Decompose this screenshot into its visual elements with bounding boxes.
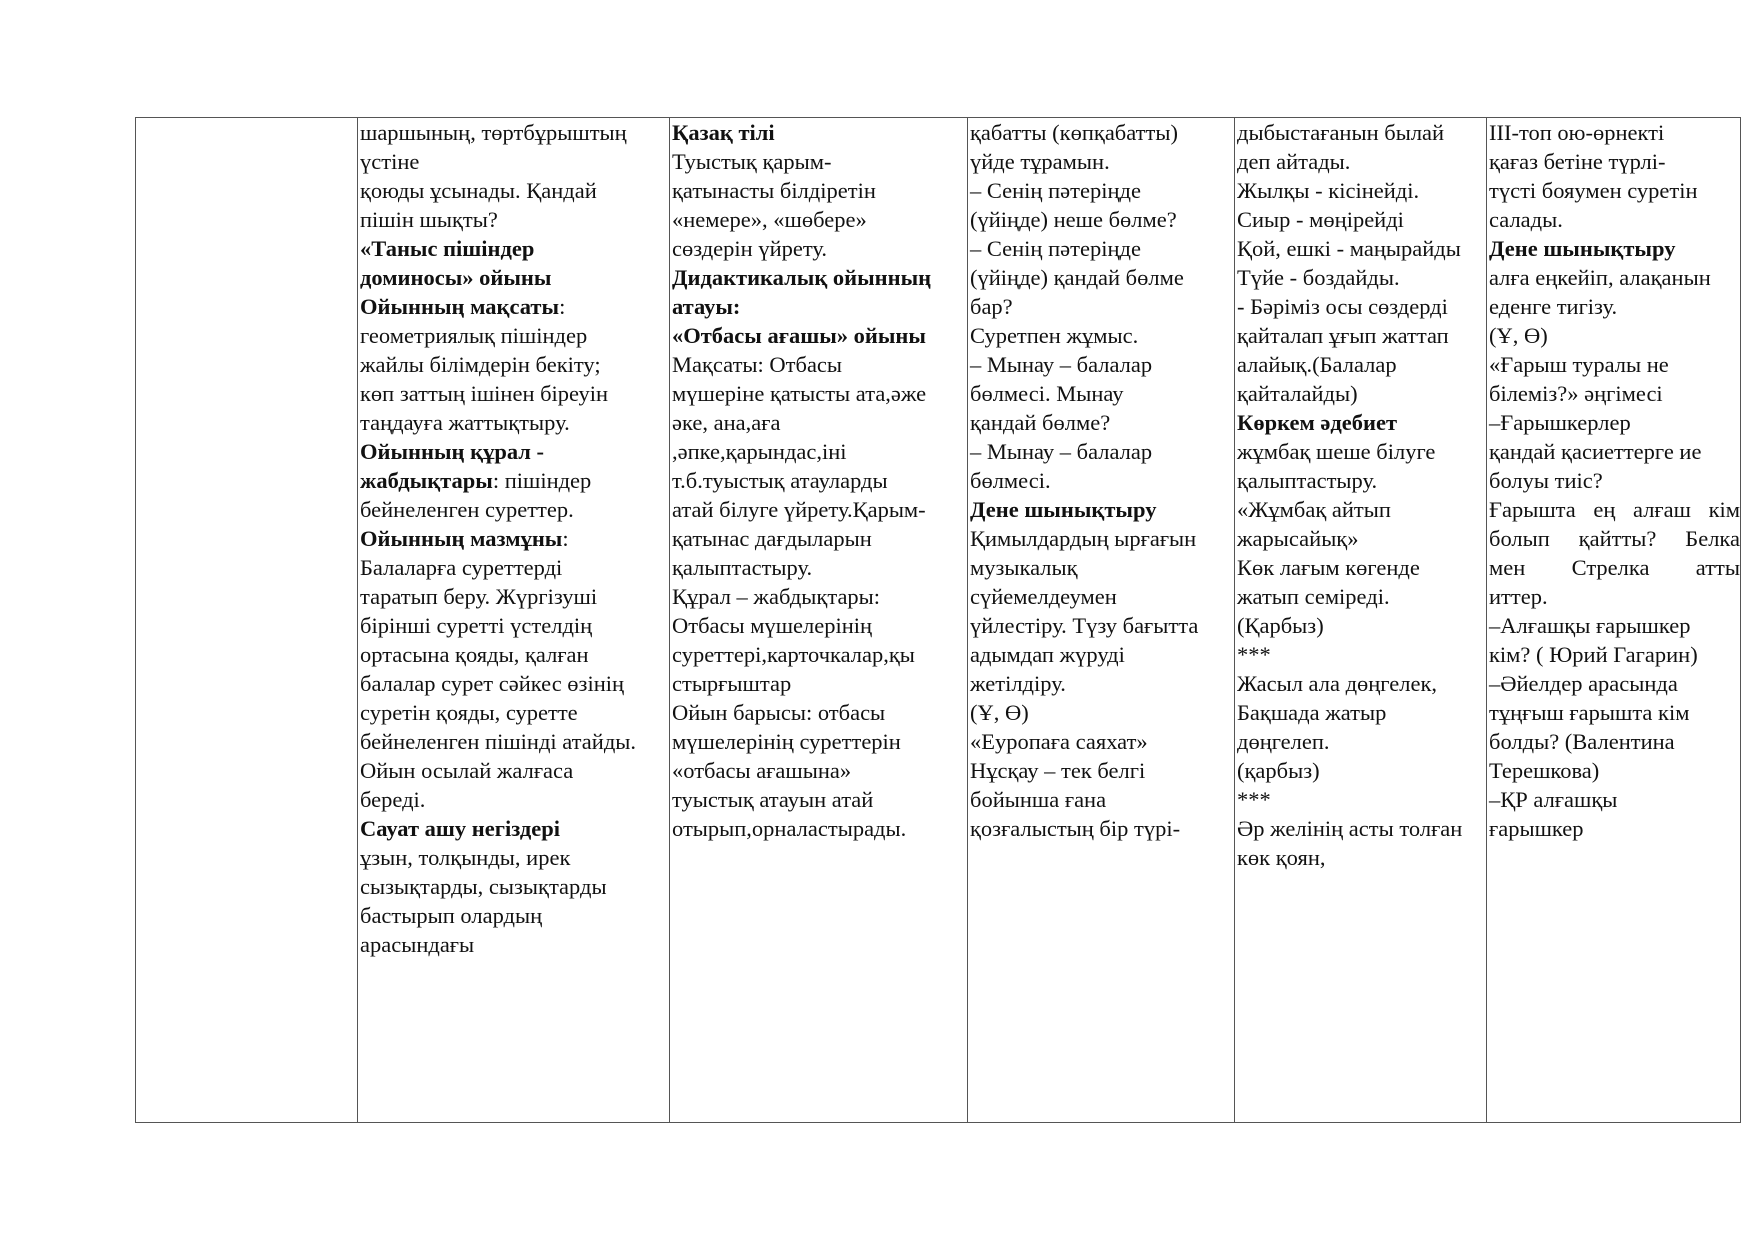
text: үйлестіру. Түзу бағытта [970,613,1199,638]
text: Терешкова) [1489,758,1600,783]
text-line [970,466,1234,495]
text-line [970,611,1234,640]
text: жатып семіреді. [1237,584,1390,609]
text: (Ұ, Ө) [1489,323,1548,348]
text: бөлмесі. Мынау [970,381,1124,406]
text-line [1237,640,1486,669]
bold-text: Ойынның мазмұны [360,526,563,551]
table-cell-animal-sounds [1235,118,1487,1123]
text: Ғарышта ең алғаш кім [1489,497,1740,522]
text: туыстық атауын атай [672,787,874,812]
text-line [970,669,1234,698]
text: үстіне [360,149,420,174]
text: салады. [1489,207,1563,232]
text: Бақшада жатыр [1237,700,1387,725]
table-cell-math-games [358,118,670,1123]
text-line [1237,524,1486,553]
text-line [970,263,1234,292]
table-cell-home-rooms [968,118,1235,1123]
text-line [360,176,669,205]
text-line [672,176,967,205]
text-line [1237,147,1486,176]
text-line [360,640,669,669]
text-line [360,756,669,785]
text: ,әпке,қарындас,іні [672,439,847,464]
text: бойынша ғана [970,787,1107,812]
text-line [970,553,1234,582]
text-line [970,118,1234,147]
text: көп заттың ішінен біреуін [360,381,609,406]
text-line [1489,785,1740,814]
text: «Жұмбақ айтып [1237,497,1391,522]
text: қатынасты білдіретін [672,178,876,203]
text: Қой, ешкі - маңырайды [1237,236,1461,261]
text: бөлмесі. [970,468,1051,493]
text-line [970,176,1234,205]
text-line [970,785,1234,814]
text-line [1489,234,1740,263]
text-line [360,437,669,466]
text-line [1489,263,1740,292]
text: Ойын барысы: отбасы [672,700,886,725]
text-line [360,553,669,582]
text: көк қоян, [1237,845,1326,870]
text: береді. [360,787,426,812]
text: алға еңкейіп, алақанын [1489,265,1711,290]
text-line [1237,611,1486,640]
text-line [970,756,1234,785]
text-line [360,466,669,495]
text-line [672,263,967,292]
text: сызықтарды, сызықтарды [360,874,607,899]
text-line [1489,350,1740,379]
text-line [1237,437,1486,466]
text-line [1237,321,1486,350]
text-line [672,118,967,147]
text: тұңғыш ғарышта кім [1489,700,1690,725]
text: –ҚР алғашқы [1489,787,1618,812]
text: балалар сурет сәйкес өзінің [360,671,625,696]
text-line [1237,727,1486,756]
table-cell-empty [136,118,358,1123]
text: – Сенің пәтеріңде [970,178,1141,203]
text-line [970,495,1234,524]
text-line [1237,495,1486,524]
text: бар? [970,294,1013,319]
text-line [672,437,967,466]
text-line [360,727,669,756]
text: түсті бояумен суретін [1489,178,1698,203]
text-line [1489,292,1740,321]
text-line [1489,495,1740,524]
text-line [360,611,669,640]
text: арасындағы [360,932,475,957]
text: алайық.(Балалар [1237,352,1397,377]
text: : [559,294,566,319]
text: қоюды ұсынады. Қандай [360,178,597,203]
text: Жылқы - кісінейді. [1237,178,1420,203]
text-line [360,814,669,843]
text: суретін қояды, суретте [360,700,578,725]
text-line [1489,524,1740,553]
bold-text: Ойынның құрал - [360,439,545,464]
text: мен Стрелка атты [1489,555,1740,580]
text-line [970,524,1234,553]
text-line [970,292,1234,321]
text: Жасыл ала дөңгелек, [1237,671,1437,696]
text: атай білуге үйрету.Қарым- [672,497,926,522]
text: - Бәріміз осы сөздерді [1237,294,1448,319]
text-line [360,408,669,437]
text-line [1237,698,1486,727]
text-line [970,379,1234,408]
text-line [970,640,1234,669]
text: сөздерін үйрету. [672,236,828,261]
text: ортасына қояды, қалған [360,642,589,667]
text: Нұсқау – тек белгі [970,758,1146,783]
text: Ойын осылай жалғаса [360,758,574,783]
text-line [1489,408,1740,437]
text-line [360,901,669,930]
bold-text: «Отбасы ағашы» ойыны [672,323,926,348]
text: Түйе - боздайды. [1237,265,1400,290]
text-line [970,350,1234,379]
text-line [360,495,669,524]
text-line [672,495,967,524]
text: геометриялық пішіндер [360,323,588,348]
text: т.б.туыстық атауларды [672,468,888,493]
text: таңдауға жаттықтыру. [360,410,570,435]
text-line [360,118,669,147]
text: ұзын, толқынды, ирек [360,845,571,870]
text-line [1237,263,1486,292]
text-line [1237,292,1486,321]
bold-text: Дене шынықтыру [970,497,1157,522]
text-line [672,756,967,785]
text-line [672,727,967,756]
text: білеміз?» әңгімесі [1489,381,1663,406]
lesson-plan-table [135,117,1741,1123]
text-line [1237,756,1486,785]
text: Құрал – жабдықтары: [672,584,881,609]
text-line [672,640,967,669]
text-line [1489,756,1740,785]
text: «немере», «шөбере» [672,207,867,232]
text-line [1489,698,1740,727]
text-line [1237,176,1486,205]
text: дөңгелеп. [1237,729,1330,754]
text: қабатты (көпқабатты) [970,120,1178,145]
text-line [970,147,1234,176]
text-line [360,669,669,698]
text-line [360,785,669,814]
text: иттер. [1489,584,1548,609]
text-line [360,263,669,292]
text-line [672,350,967,379]
text: Отбасы мүшелерінің [672,613,873,638]
text-line [970,205,1234,234]
text: : [562,526,569,551]
text: Әр желінің асты толған [1237,816,1463,841]
text-line [970,727,1234,756]
text: жұмбақ шеше білуге [1237,439,1436,464]
text-line [970,698,1234,727]
bold-text: Қазақ тілі [672,120,775,145]
text-line [970,321,1234,350]
bold-text: «Таныс пішіндер [360,236,535,261]
text-line [672,524,967,553]
bold-text: Ойынның мақсаты [360,294,560,319]
text: деп айтады. [1237,149,1351,174]
text: қайталайды) [1237,381,1358,406]
text: кім? ( Юрий Гагарин) [1489,642,1698,667]
text: бастырып олардың [360,903,543,928]
text: «Ғарыш туралы не [1489,352,1669,377]
text-line [360,321,669,350]
text-line [672,669,967,698]
text-line [360,872,669,901]
text-line [672,379,967,408]
text: пішін шықты? [360,207,498,232]
text: Туыстық қарым- [672,149,832,174]
text: – Мынау – балалар [970,439,1153,464]
text: мүшеріне қатысты ата,әже [672,381,927,406]
text: (Ұ, Ө) [970,700,1029,725]
text: Мақсаты: Отбасы [672,352,843,377]
text: қандай қасиеттерге ие [1489,439,1702,464]
text-line [1489,553,1740,582]
text: қалыптастыру. [1237,468,1378,493]
text: адымдап жүруді [970,642,1125,667]
text-line [1237,379,1486,408]
text-line [1237,814,1486,843]
bold-text: атауы: [672,294,741,319]
text: отырып,орналастырады. [672,816,907,841]
bold-text: жабдықтары [360,468,493,493]
text-line [1489,669,1740,698]
text: қозғалыстың бір түрі- [970,816,1181,841]
bold-text: Дене шынықтыру [1489,236,1676,261]
text-line [1489,118,1740,147]
text-line [970,234,1234,263]
text-line [672,582,967,611]
text-line [360,582,669,611]
text: –Ғарышкерлер [1489,410,1631,435]
text: (үйіңде) қандай бөлме [970,265,1184,290]
text-line [672,611,967,640]
text: шаршының, төртбұрыштың [360,120,627,145]
text-line [1489,814,1740,843]
text: сүйемелдеумен [970,584,1117,609]
text: еденге тигізу. [1489,294,1618,319]
text: жетілдіру. [970,671,1066,696]
text: –Алғашқы ғарышкер [1489,613,1691,638]
text: қалыптастыру. [672,555,813,580]
text-line [672,553,967,582]
text: – Сенің пәтеріңде [970,236,1141,261]
text: жарысайық» [1237,526,1359,551]
text: (Қарбыз) [1237,613,1324,638]
text-line [1237,205,1486,234]
text-line [1489,379,1740,408]
text-line [970,582,1234,611]
text-line [1489,321,1740,350]
text-line [360,147,669,176]
text-line [672,147,967,176]
text-line [672,814,967,843]
text-line [360,205,669,234]
text: – Мынау – балалар [970,352,1153,377]
text-line [1489,176,1740,205]
text: болды? (Валентина [1489,729,1675,754]
bold-text: Сауат ашу негіздері [360,816,560,841]
text-line [672,234,967,263]
text-line [1237,669,1486,698]
text: бейнеленген суреттер. [360,497,574,522]
text: Көк лағым көгенде [1237,555,1420,580]
text: жайлы білімдерін бекіту; [360,352,601,377]
text-line [1489,147,1740,176]
text: Қимылдардың ырғағын [970,526,1197,551]
text: стырғыштар [672,671,792,696]
text-line [672,466,967,495]
text-line [1237,118,1486,147]
text-line [1237,350,1486,379]
text: бірінші суретті үстелдің [360,613,593,638]
text-line [1237,408,1486,437]
text: әке, ана,аға [672,410,781,435]
text-line [672,698,967,727]
text-line [1489,205,1740,234]
table-cell-space-talk [1487,118,1741,1123]
text: –Әйелдер арасында [1489,671,1678,696]
text: таратып беру. Жүргізуші [360,584,598,609]
text: болуы тиіс? [1489,468,1603,493]
text: суреттері,карточкалар,қы [672,642,915,667]
bold-text: доминосы» ойыны [360,265,552,290]
text-line [360,350,669,379]
text: «Еуропаға саяхат» [970,729,1148,754]
text-line [360,234,669,263]
text-line [672,292,967,321]
text: қатынас дағдыларын [672,526,872,551]
text-line [672,205,967,234]
text: «отбасы ағашына» [672,758,852,783]
text: (қарбыз) [1237,758,1320,783]
text: ІІІ-топ ою-өрнекті [1489,120,1665,145]
text-line [1237,466,1486,495]
table-row [136,118,1741,1123]
text-line [1237,582,1486,611]
text: Суретпен жұмыс. [970,323,1139,348]
text-line [672,785,967,814]
text-line [1489,437,1740,466]
text-line [1237,234,1486,263]
text-line [672,321,967,350]
text-line [360,930,669,959]
text-line [1237,843,1486,872]
text: музыкалық [970,555,1078,580]
text: *** [1237,787,1271,812]
text: Сиыр - мөңірейді [1237,207,1404,232]
text: бейнеленген пішінді атайды. [360,729,637,754]
text: : пішіндер [492,468,592,493]
text-line [672,408,967,437]
text-line [1237,553,1486,582]
text: қандай бөлме? [970,410,1111,435]
text: *** [1237,642,1271,667]
text-line [360,292,669,321]
text-line [970,408,1234,437]
text: ғарышкер [1489,816,1584,841]
text-line [1489,611,1740,640]
text: мүшелерінің суреттерін [672,729,901,754]
text-line [1489,727,1740,756]
text: қайталап ұғып жаттап [1237,323,1449,348]
text-line [1489,466,1740,495]
text: үйде тұрамын. [970,149,1110,174]
bold-text: Көркем әдебиет [1237,410,1398,435]
table-cell-kazakh-language [670,118,968,1123]
text-line [360,698,669,727]
text: Балаларға суреттерді [360,555,563,580]
text-line [1237,785,1486,814]
text-line [360,843,669,872]
text: (үйіңде) неше бөлме? [970,207,1177,232]
text: болып қайтты? Белка [1489,526,1740,551]
text-line [1489,640,1740,669]
text-line [1489,582,1740,611]
text-line [360,379,669,408]
text: дыбыстағанын былай [1237,120,1445,145]
text-line [970,814,1234,843]
text-line [970,437,1234,466]
text-line [360,524,669,553]
text: қағаз бетіне түрлі- [1489,149,1666,174]
bold-text: Дидактикалық ойынның [672,265,932,290]
